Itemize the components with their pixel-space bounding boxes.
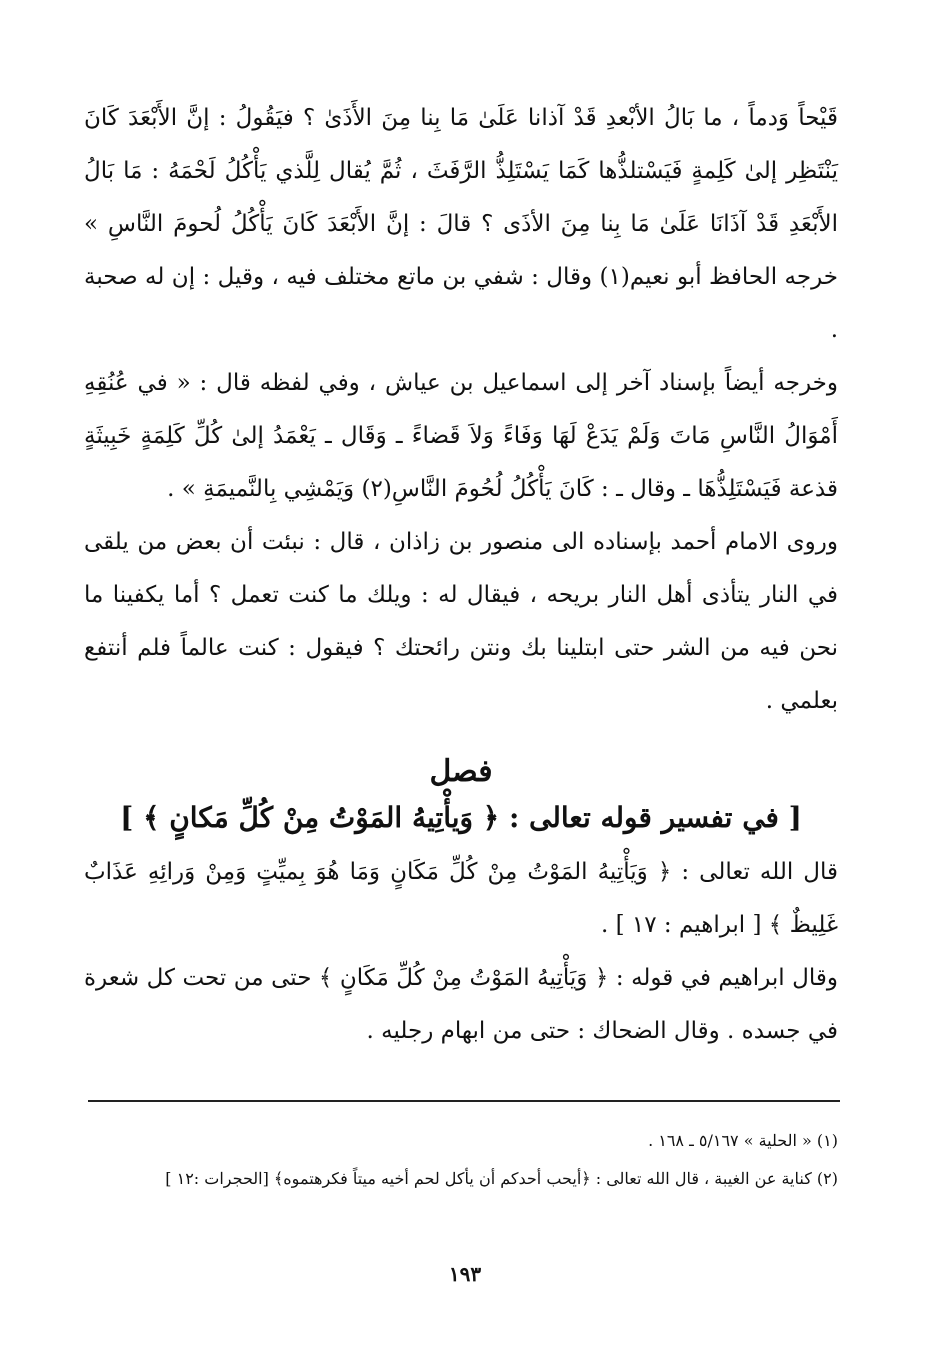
paragraph-4: قال الله تعالى : ﴿ وَيَأْتِيهُ المَوْتُ مِنْ كُلِّ مَكَانٍ وَمَا هُوَ بِميِّتٍ وَمِنْ وَرائِهِ عَذَابٌ غَلِيظٌ ﴾ [ ابراهيم : ١٧ ] . — [84, 859, 838, 938]
section-heading: فصل — [429, 754, 493, 789]
paragraph-3: وروى الامام أحمد بإسناده الى منصور بن زاذان ، قال : نبئت أن بعض من يلقى في النار يتأذى أهل النار بريحه ، فيقال له : ويلك ما كنت تعمل ؟ أما يكفينا ما نحن فيه من الشر حتى ابتلينا بك ونتن رائحتك ؟ فيقول : كنت عالماً فلم أنتفع بعلمي . — [84, 529, 838, 714]
page-number: ١٩٣ — [448, 1262, 482, 1286]
footnote-1: (١) « الحلية » ٥/١٦٧ ـ ١٦٨ . — [648, 1131, 838, 1150]
footnote-divider — [88, 1100, 840, 1102]
paragraph-5: وقال ابراهيم في قوله : ﴿ وَيَأْتِيهُ المَوْتُ مِنْ كُلِّ مَكَانٍ ﴾ حتى من تحت كل شعرة في جسده . وقال الضحاك : حتى من ابهام رجليه . — [84, 965, 838, 1044]
section-title: [ في تفسير قوله تعالى : ﴿ وَيأْتِيهُ المَوْتُ مِنْ كُلِّ مَكانٍ ﴾ ] — [120, 801, 802, 834]
footnotes — [84, 1124, 838, 1200]
paragraph-1: قَيْحاً وَدماً ، ما بَالُ الأبْعدِ قَدْ آذانا عَلَىٰ مَا بِنا مِنَ الأَذَىٰ ؟ فيَقُولُ : إنَّ الأَبْعَدَ كَانَ يَنْتَظِر إلىٰ كَلِمةٍ فَيَسْتلذُّها كَمَا يَسْتَلِذُّ الرَّفَثَ ، ثُمَّ يُقال لِلَّذي يَأْكُلُ لَحْمَهُ : مَا بَالُ الأَبْعَدِ قَدْ آذَانَا عَلَىٰ مَا بِنا مِنَ الأذَى ؟ قالَ : إنَّ الأَبْعَدَ كَانَ يَأْكُلُ لُحومَ النَّاسِ » خرجه الحافظ أبو نعيم(١) وقال : شفي بن ماتع مختلف فيه ، وقيل : إن له صحبة . — [84, 105, 838, 343]
page-body — [84, 92, 838, 1058]
footnote-2: (٢) كناية عن الغيبة ، قال الله تعالى : ﴿أيحب أحدكم أن يأكل لحم أخيه ميتاً فكرهتموه﴾ [الحجرات :١٢ ] — [165, 1169, 838, 1188]
paragraph-2: وخرجه أيضاً بإسناد آخر إلى اسماعيل بن عياش ، وفي لفظه قال : « في عُنُقِهِ أَمْوَالُ النَّاسِ مَاتَ وَلَمْ يَدَعْ لَهَا وَفَاءً وَلاَ قَضاءً ـ وَقَال ـ يَعْمَدُ إلىٰ كُلِّ كَلِمَةٍ خَبِيثَةٍ قذعة فَيَسْتَلِذُّهَا ـ وقال ـ : كَانَ يَأْكُلُ لُحُومَ النَّاسِ(٢) وَيَمْشِي بِالنَّميمَةِ » . — [84, 370, 838, 502]
